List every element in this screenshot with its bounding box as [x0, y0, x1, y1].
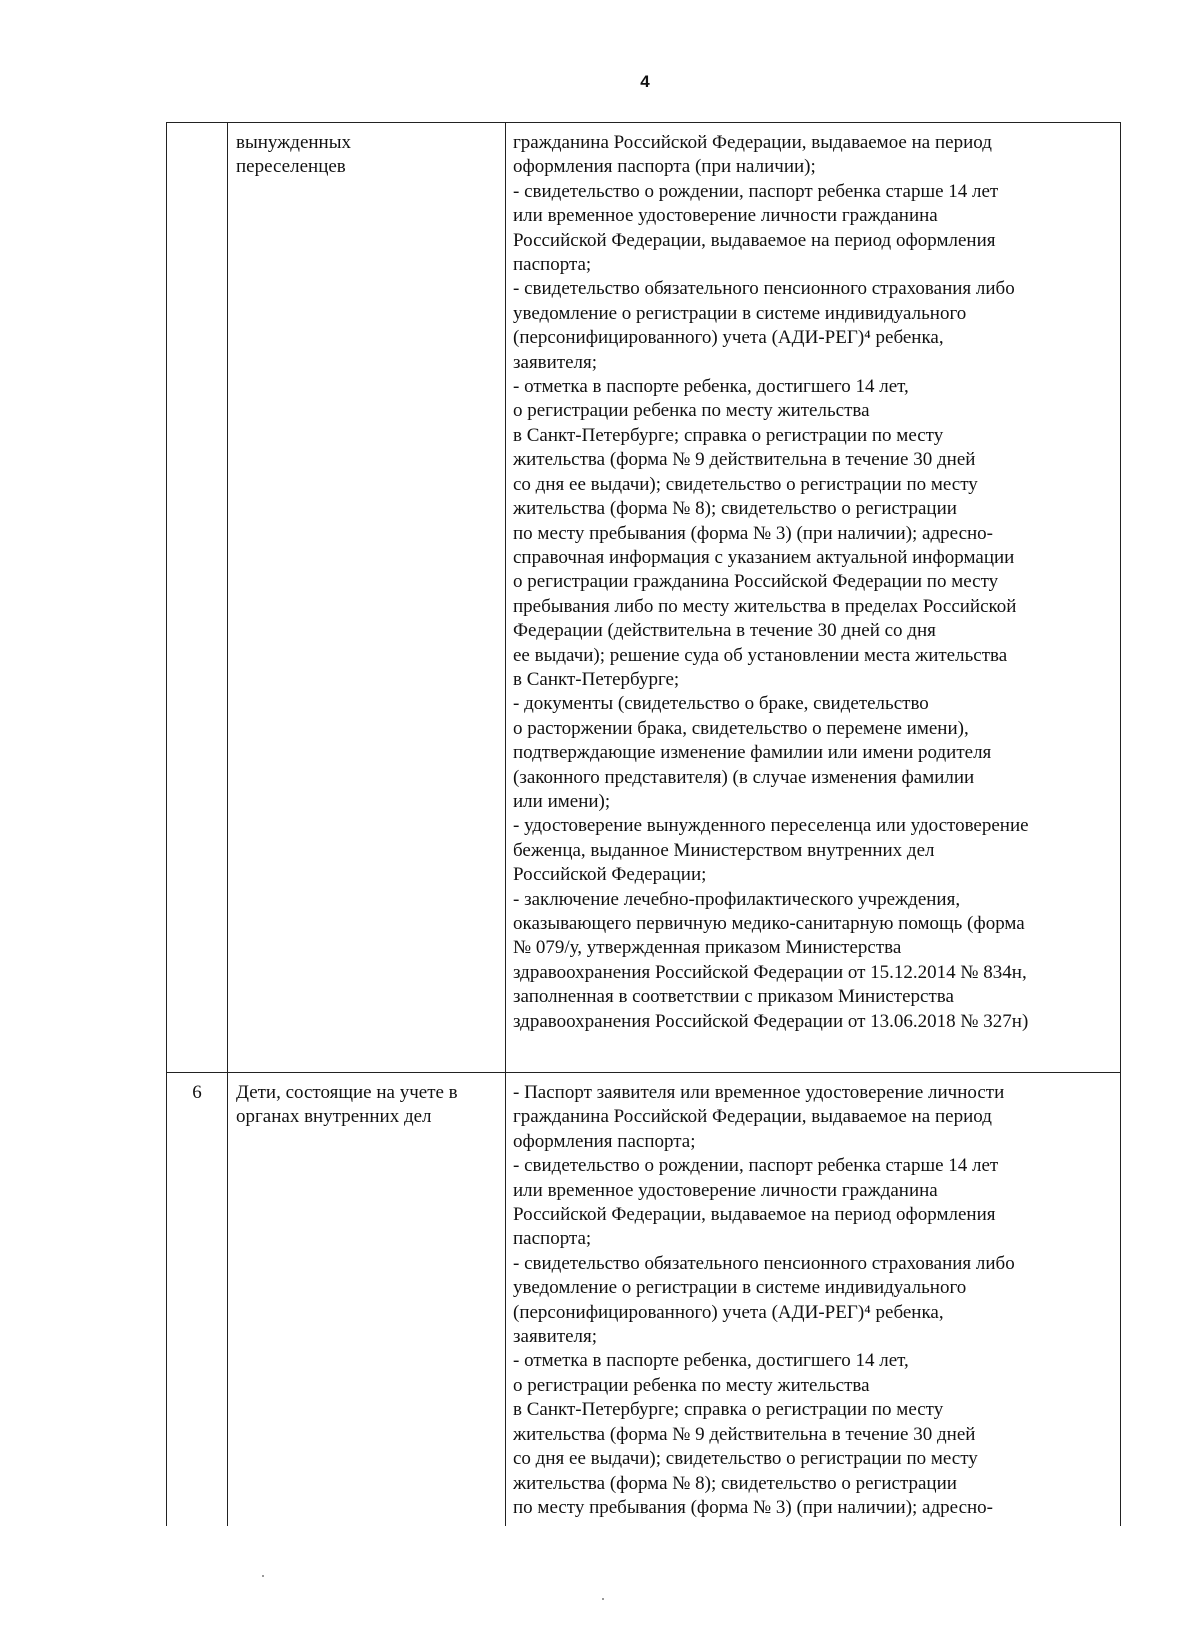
document-line: - отметка в паспорте ребенка, достигшего 14 лет, — [513, 376, 909, 398]
category-line: переселенцев — [236, 156, 346, 178]
document-line: паспорта; — [513, 1228, 592, 1250]
document-line: Федерации (действительна в течение 30 дней со дня — [513, 620, 936, 642]
document-line: - документы (свидетельство о браке, свидетельство — [513, 693, 929, 715]
documents-table — [166, 122, 1121, 1526]
document-line: - свидетельство обязательного пенсионного страхования либо — [513, 1252, 1015, 1274]
document-line: паспорта; — [513, 254, 592, 276]
document-line: уведомление о регистрации в системе индивидуального — [513, 1277, 967, 1299]
table-row — [167, 123, 1121, 1073]
document-line: или временное удостоверение личности гражданина — [513, 1179, 938, 1201]
document-line: жительства (форма № 9 действительна в течение 30 дней — [513, 1423, 976, 1445]
document-line: заявителя; — [513, 1326, 598, 1348]
category-line: вынужденных — [236, 132, 351, 153]
document-line: Российской Федерации; — [513, 864, 707, 886]
document-line: уведомление о регистрации в системе индивидуального — [513, 302, 967, 324]
document-line: № 079/у, утвержденная приказом Министерства — [513, 937, 902, 959]
document-line: о регистрации ребенка по месту жительства — [513, 1374, 870, 1396]
document-line: оказывающего первичную медико-санитарную помощь (форма — [513, 913, 1025, 934]
documents-cell — [506, 1073, 1121, 1527]
document-line: о расторжении брака, свидетельство о перемене имени), — [513, 717, 969, 739]
document-line: гражданина Российской Федерации, выдаваемое на период — [513, 1106, 992, 1128]
document-line: оформления паспорта; — [513, 1130, 696, 1152]
document-line: по месту пребывания (форма № 3) (при наличии); адресно- — [513, 522, 993, 544]
row-number — [167, 123, 228, 1073]
document-line: - свидетельство обязательного пенсионного страхования либо — [513, 278, 1015, 300]
document-line: здравоохранения Российской Федерации от 13.06.2018 № 327н) — [513, 1010, 1029, 1032]
document-line: гражданина Российской Федерации, выдаваемое на период — [513, 132, 992, 153]
document-line: (законного представителя) (в случае изменения фамилии — [513, 766, 975, 788]
document-line: справочная информация с указанием актуальной информации — [513, 546, 1015, 568]
document-line: со дня ее выдачи); свидетельство о регистрации по месту — [513, 1448, 978, 1470]
category-line: органах внутренних дел — [236, 1106, 432, 1128]
document-line: о регистрации гражданина Российской Федерации по месту — [513, 571, 999, 593]
document-line: (персонифицированного) учета (АДИ-РЕГ)⁴ ребенка, — [513, 327, 944, 349]
document-line: или имени); — [513, 790, 611, 812]
document-line: беженца, выданное Министерством внутренних дел — [513, 839, 935, 861]
document-line: со дня ее выдачи); свидетельство о регистрации по месту — [513, 473, 978, 495]
document-line: пребывания либо по месту жительства в пределах Российской — [513, 595, 1017, 617]
document-line: заявителя; — [513, 351, 598, 373]
category-cell — [228, 123, 506, 1073]
document-line: жительства (форма № 8); свидетельство о регистрации — [513, 1472, 957, 1494]
page-number: 4 — [640, 72, 650, 91]
scan-speck — [262, 1575, 264, 1577]
document-line: жительства (форма № 8); свидетельство о регистрации — [513, 498, 957, 520]
document-line: по месту пребывания (форма № 3) (при наличии); адресно- — [513, 1496, 993, 1518]
document-line: жительства (форма № 9 действительна в течение 30 дней — [513, 449, 976, 471]
document-line: оформления паспорта (при наличии); — [513, 156, 816, 178]
document-line: в Санкт-Петербурге; справка о регистрации по месту — [513, 424, 944, 446]
document-line: подтверждающие изменение фамилии или имени родителя — [513, 742, 992, 764]
document-line: или временное удостоверение личности гражданина — [513, 205, 938, 227]
category-line: Дети, состоящие на учете в — [236, 1082, 458, 1103]
document-line: - отметка в паспорте ребенка, достигшего 14 лет, — [513, 1350, 909, 1372]
document-line: здравоохранения Российской Федерации от 15.12.2014 № 834н, — [513, 961, 1027, 983]
document-line: заполненная в соответствии с приказом Министерства — [513, 986, 954, 1008]
table-row — [167, 1073, 1121, 1527]
document-line: в Санкт-Петербурге; — [513, 668, 680, 690]
document-line: - удостоверение вынужденного переселенца или удостоверение — [513, 815, 1029, 837]
document-line: - свидетельство о рождении, паспорт ребенка старше 14 лет — [513, 1155, 999, 1177]
row-number: 6 — [167, 1073, 228, 1527]
document-line: - заключение лечебно-профилактического учреждения, — [513, 888, 961, 910]
document-line: Российской Федерации, выдаваемое на период оформления — [513, 229, 996, 251]
documents-cell — [506, 123, 1121, 1073]
document-line: - свидетельство о рождении, паспорт ребенка старше 14 лет — [513, 180, 999, 202]
document-line: Российской Федерации, выдаваемое на период оформления — [513, 1204, 996, 1226]
document-line: о регистрации ребенка по месту жительства — [513, 400, 870, 422]
document-line: - Паспорт заявителя или временное удостоверение личности — [513, 1082, 1005, 1103]
document-line: ее выдачи); решение суда об установлении места жительства — [513, 644, 1008, 666]
scan-speck — [602, 1598, 604, 1600]
category-cell — [228, 1073, 506, 1527]
document-line: (персонифицированного) учета (АДИ-РЕГ)⁴ ребенка, — [513, 1301, 944, 1323]
document-line: в Санкт-Петербурге; справка о регистрации по месту — [513, 1399, 944, 1421]
